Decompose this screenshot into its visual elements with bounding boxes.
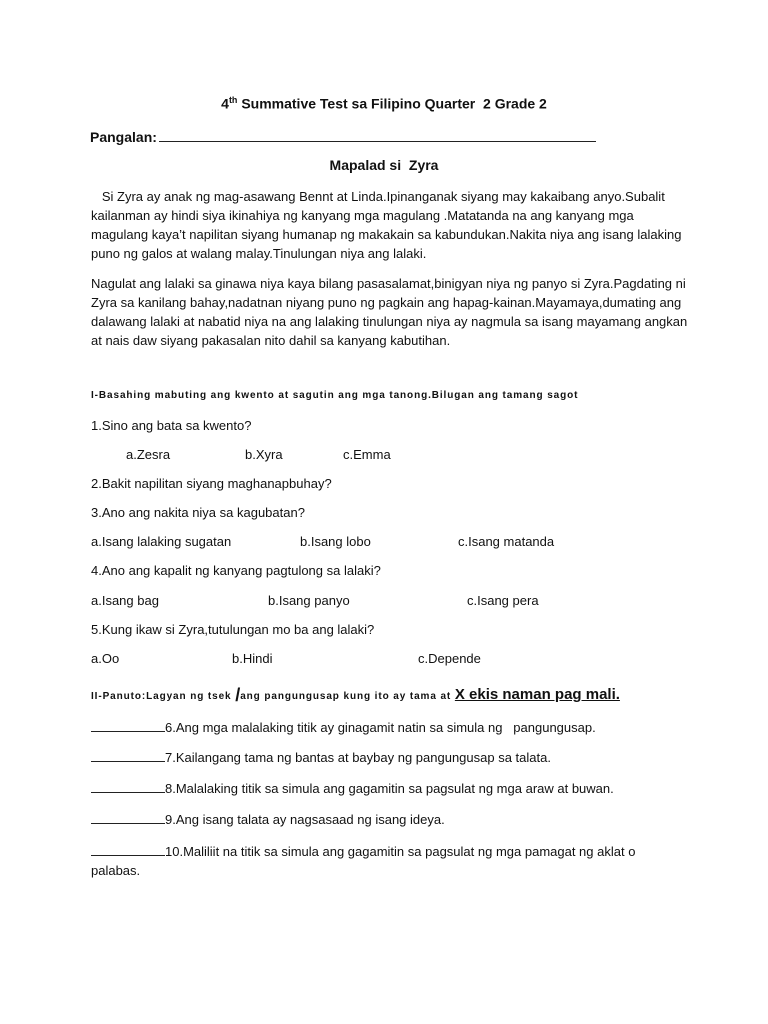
answer-blank [91,719,165,732]
item-7: 7.Kailangang tama ng bantas at baybay ng pangungusap sa talata. [91,749,551,765]
question-4: 4.Ano ang kapalit ng kanyang pagtulong sa lalaki? [91,563,381,578]
item-9: 9.Ang isang talata ay nagsasaad ng isang ideya. [91,811,445,827]
item-10: 10.Maliliit na titik sa simula ang gagamitin sa pagsulat ng mga pamagat ng aklat o [91,843,635,859]
q3-option-a: a.Isang lalaking sugatan [91,534,232,549]
part2-instruction: II-Panuto:Lagyan ng tsek /ang pangungusap kung ito ay tama at X ekis naman pag mali. [91,685,620,705]
check-mark-symbol: / [235,685,241,705]
item-10-continued: palabas. [91,863,141,878]
q4-option-a: a.Isang bag [91,593,159,608]
story-paragraph-2: Nagulat ang lalaki sa ginawa niya kaya bilang pasasalamat,binigyan niya ng panyo si Zyra.Pagdating ni Zyra sa kanilang bahay,nadatnan niyang puno ng pagkain ang hapag-kainan.Mayamaya,dumating ang dalawang lalaki at nabatid niya na ang lalaking tinulungan niya ay nagmula sa isang mayamang angkan at nais daw siyang pakasalan nito dahil sa kanyang kabutihan. [91,276,688,348]
question-2: 2.Bakit napilitan siyang maghanapbuhay? [91,476,332,491]
q1-option-b: b.Xyra [245,447,283,462]
q4-option-b: b.Isang panyo [268,593,350,608]
q5-option-b: b.Hindi [232,651,273,666]
answer-blank [91,780,165,793]
q1-option-a: a.Zesra [126,447,171,462]
answer-blank [91,749,165,762]
item-6: 6.Ang mga malalaking titik ay ginagamit natin sa simula ng pangungusap. [91,719,596,735]
answer-blank [91,843,165,856]
question-1: 1.Sino ang bata sa kwento? [91,418,252,433]
question-5: 5.Kung ikaw si Zyra,tutulungan mo ba ang lalaki? [91,622,375,637]
q5-option-c: c.Depende [418,651,481,666]
q1-option-c: c.Emma [343,447,391,462]
part1-instruction: I-Basahing mabuting ang kwento at sagutin ang mga tanong.Bilugan ang tamang sagot [91,390,579,401]
name-field [90,129,596,145]
item-8: 8.Malalaking titik sa simula ang gagamitin sa pagsulat ng mga araw at buwan. [91,780,614,796]
q5-option-a: a.Oo [91,651,120,666]
q3-option-b: b.Isang lobo [300,534,371,549]
answer-blank [91,811,165,824]
name-blank-line [159,129,596,142]
x-mark-text: X ekis naman pag mali. [454,686,620,703]
q4-option-c: c.Isang pera [467,593,539,608]
question-3: 3.Ano ang nakita niya sa kagubatan? [91,505,305,520]
page-title: 4th Summative Test sa Filipino Quarter 2 Grade 2 [221,95,547,112]
story-title: Mapalad si Zyra [329,157,439,173]
name-label: Pangalan: [90,129,157,145]
q3-option-c: c.Isang matanda [458,534,555,549]
story-paragraph-1: Si Zyra ay anak ng mag-asawang Bennt at Linda.Ipinanganak siyang may kakaibang anyo.Subalit kailanman ay hindi siya ikinahiya ng kanyang mga magulang .Matatanda na ang kanyang mga magulang kaya’t napilitan siyang humanap ng makakain sa kabundukan.Nakita niya ang isang lalaking puno ng galos at walang malay.Tinulungan niya ang lalaki. [91,189,682,261]
